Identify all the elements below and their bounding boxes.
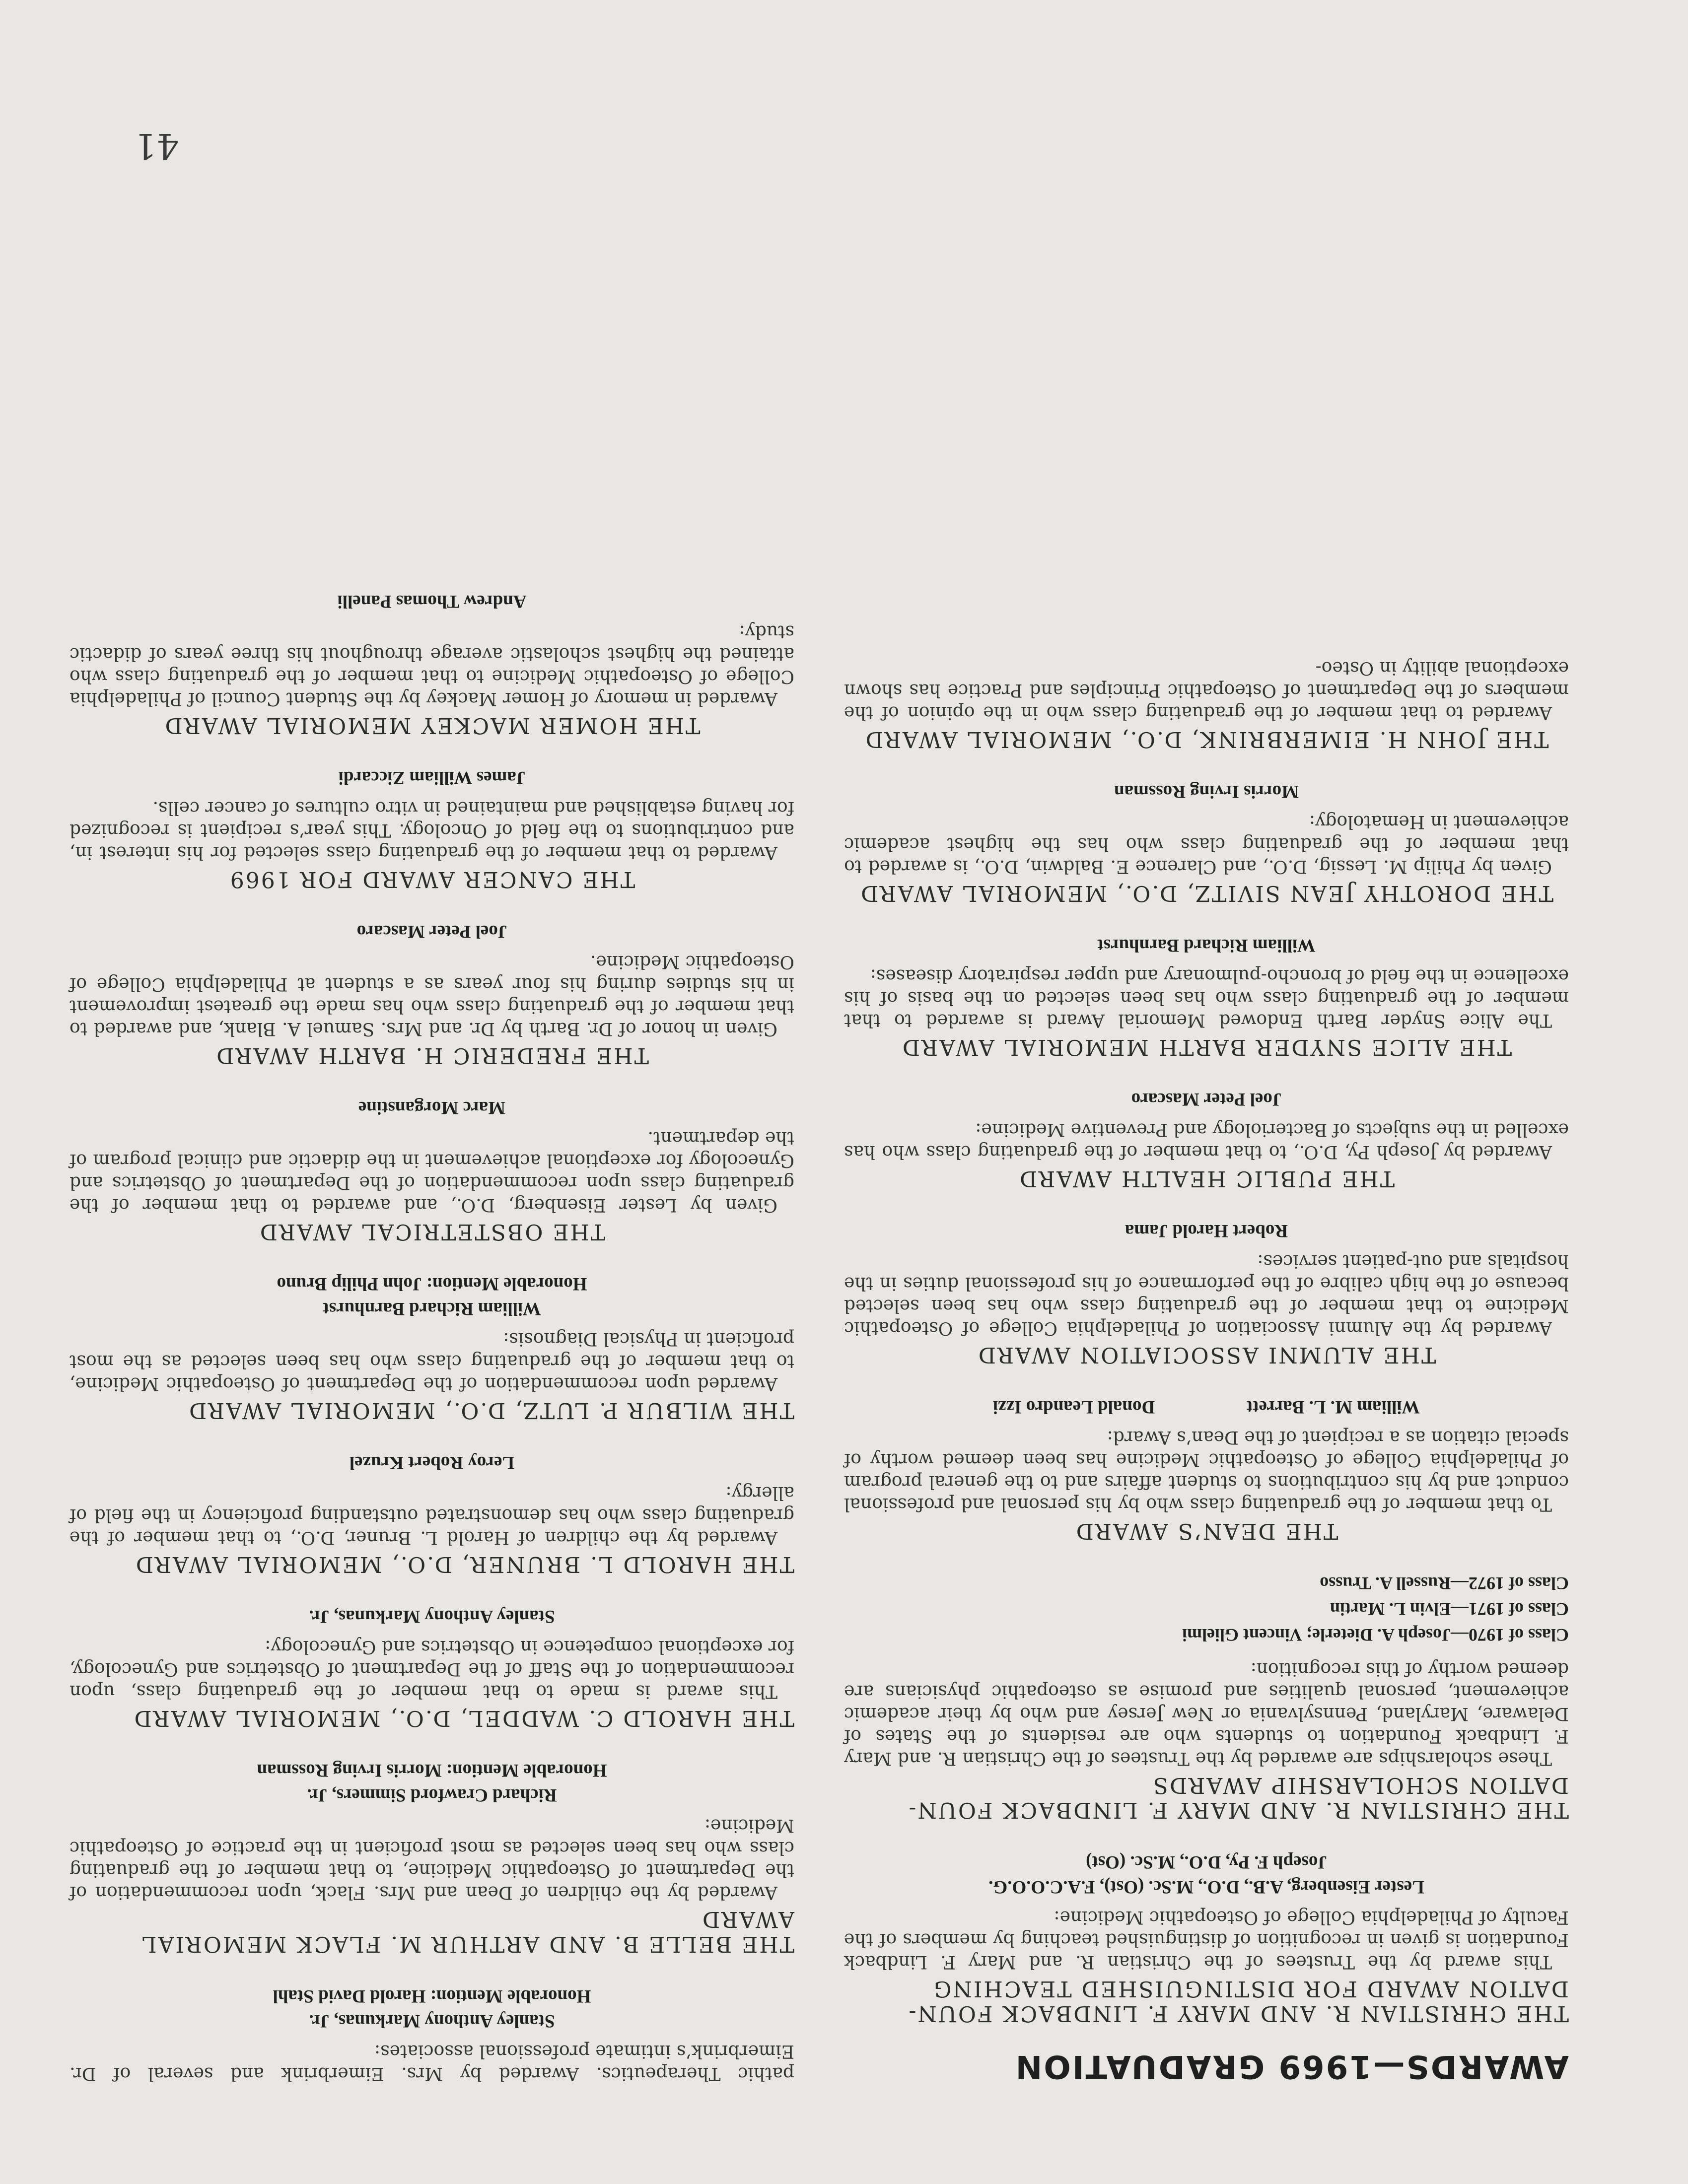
recipient: James William Ziccardi (338, 767, 526, 788)
award-title: THE PUBLIC HEALTH AWARD (1018, 1166, 1395, 1191)
left-column (844, 629, 1569, 2085)
recipient-list (70, 589, 794, 614)
award-title: THE DEAN’S AWARD (1074, 1518, 1338, 1544)
award-deans (844, 1394, 1569, 1543)
award-title: THE ALUMNI ASSOCIATION AWARD (977, 1342, 1436, 1367)
award-description: Given by Philip M. Lessig, D.O., and Clarence E. Baldwin, D.O., is awarded to that member of the graduating class who has the highest academic achievement in Hematology: (844, 812, 1569, 877)
honorable-mention: Honorable Mention: Morris Irving Rossman (257, 1760, 607, 1780)
recipient-row (993, 1394, 1420, 1419)
page-number: 41 (134, 126, 179, 166)
award-title: THE JOHN H. EIMERBRINK, D.O., MEMORIAL AWARD (864, 727, 1549, 752)
award-obstetrical (70, 1095, 794, 1244)
recipient: Joseph F. Py, D.O., M.Sc. (Ost) (1086, 1852, 1327, 1872)
recipient-list (70, 765, 794, 790)
award-description: Awarded by the Alumni Association of Philadelphia College of Osteopathic Medicine to that member of the graduating class who has been selected because of the high calibre of the performance of his professional duties in the hospitals and out-patient services: (844, 1251, 1569, 1338)
class-line: Class of 1972—Russell A. Trusso (1320, 1573, 1569, 1593)
award-title: THE OBSTETRICAL AWARD (258, 1219, 606, 1244)
recipient: William Richard Barnhurst (323, 1298, 541, 1319)
page-title: AWARDS—1969 GRADUATION (1014, 2048, 1569, 2085)
recipient: Stanley Anthony Markunas, Jr. (309, 2011, 555, 2031)
award-lindback-scholarship (844, 1570, 1569, 1822)
award-cancer (70, 765, 794, 891)
award-waddel (70, 1604, 794, 1730)
award-public-health (844, 1087, 1569, 1191)
award-sivitz (844, 779, 1569, 905)
award-title: THE HAROLD L. BRUNER, D.O., MEMORIAL AWARD (134, 1552, 794, 1577)
recipient-list (70, 1095, 794, 1120)
award-title: THE FREDERIC H. BARTH AWARD (215, 1043, 649, 1068)
recipient: Joel Peter Mascaro (1131, 1089, 1282, 1109)
award-description: To that member of the graduating class who by his personal and professional conduct and by his contributions to student affairs and to the general program of Philadelphia College of Osteopathic Medicine has been deemed worthy of special citation as a recipient of the Dean’s Award: (844, 1427, 1569, 1514)
award-title: THE WILBUR P. LUTZ, D.O., MEMORIAL AWARD (188, 1398, 794, 1423)
award-description: pathic Therapeutics. Awarded by Mrs. Eimerbrink and several of Dr. Eimerbrink’s intimate professional associates: (70, 2041, 794, 2084)
recipient: William Richard Barnhurst (1097, 935, 1316, 956)
class-line: Class of 1970—Joseph A. Dieterle; Vincent Glielmi (1182, 1625, 1569, 1645)
recipient-list (844, 933, 1569, 957)
recipient-list (70, 1450, 794, 1475)
award-title: THE CANCER AWARD FOR 1969 (228, 867, 635, 892)
honorable-mention: Honorable Mention: Harold David Stahl (273, 1986, 591, 2006)
award-mackey (70, 589, 794, 738)
recipient: Stanley Anthony Markunas, Jr. (309, 1606, 555, 1627)
award-title: THE CHRISTIAN R. AND MARY F. LINDBACK FOUN-DATION SCHOLARSHIP AWARDS (907, 1773, 1569, 1823)
award-alumni (844, 1218, 1569, 1367)
award-description: Awarded in memory of Homer Mackey by the Student Council of Philadelphia College of Osteopathic Medicine to that member of the graduating class who attained the highest scholastic average throughout his three years of didactic study: (70, 621, 794, 709)
recipient-list (844, 779, 1569, 804)
award-description: Awarded to that member of the graduating class who in the opinion of the members of the Department of Osteopathic Principles and Practice has shown exceptional ability in Osteo- (844, 658, 1569, 723)
recipient-list (844, 1087, 1569, 1111)
award-description: The Alice Snyder Barth Endowed Memorial Award is awarded to that member of the graduating class who has been selected on the basis of his excellence in the field of broncho-pulmonary and upper respiratory diseases: (844, 965, 1569, 1030)
recipient-list (844, 1849, 1569, 1899)
award-description: Awarded upon recommendation of the Department of Osteopathic Medicine, to that member of the graduating class who has been selected as the most proficient in Physical Diagnosis: (70, 1329, 794, 1394)
award-description: Given in honor of Dr. Barth by Dr. and Mrs. Samuel A. Blank, and awarded to that member of the graduating class who has made the greatest improvement in his studies during his four years as a student at Philadelphia College of Osteopathic Medicine. (70, 952, 794, 1039)
right-column (70, 561, 794, 2085)
award-description: Awarded by the children of Harold L. Bruner, D.O., to that member of the graduating class who has demonstrated outstanding proficiency in the field of allergy: (70, 1483, 794, 1548)
recipient: Richard Crawford Simmers, Jr. (307, 1785, 557, 1805)
award-title: THE ALICE SNYDER BARTH MEMORIAL AWARD (901, 1034, 1512, 1060)
recipient: Andrew Thomas Panelli (337, 591, 527, 612)
recipient: William M. L. Barrett (1246, 1397, 1420, 1417)
recipient: Leroy Robert Kruzel (349, 1452, 515, 1473)
recipient: Joel Peter Mascaro (356, 921, 507, 942)
recipient: Robert Harold Jama (1125, 1221, 1288, 1241)
recipient-list (70, 1758, 794, 1807)
award-flack (70, 1758, 794, 1956)
award-description: These scholarships are awarded by the Trustees of the Christian R. and Mary F. Lindback Foundation to students who are residents of the States of Delaware, Maryland, Pennsylvania or New Jersey and who by their academic achievement, personal qualities and promise as osteopathic physicians are deemed worthy of this recognition: (844, 1659, 1569, 1769)
recipient-list (844, 1218, 1569, 1243)
recipient-list (70, 919, 794, 944)
award-title: THE CHRISTIAN R. AND MARY F. LINDBACK FOUN-DATION AWARD FOR DISTINGUISHED TEACHING (907, 1976, 1569, 2026)
award-description: Awarded to that member of the graduating class selected for his interest in, and contributions to the field of Oncology. This year’s recipient is recognized for having established and maintained in vitro cultures of cancer cells. (70, 798, 794, 863)
scholarship-class-list (844, 1570, 1569, 1648)
recipient: Morris Irving Rossman (1114, 781, 1299, 802)
recipient-list (70, 1983, 794, 2033)
recipient: Marc Morganstine (358, 1097, 506, 1118)
recipient-list (70, 1271, 794, 1321)
award-lutz (70, 1271, 794, 1423)
award-description: Given by Lester Eisenberg, D.O., and awarded to that member of the graduating class upon recommendation of the Department of Obstetrics and Gynecology for exceptional achievement in the didactic and clinical program of the department. (70, 1128, 794, 1215)
award-barth-memorial (844, 933, 1569, 1059)
recipient: Donald Leandro Izzi (993, 1397, 1155, 1417)
class-line: Class of 1971—Elvin L. Martin (1330, 1599, 1569, 1619)
award-description: Awarded by the children of Dean and Mrs. Flack, upon recommendation of the Department of Osteopathic Medicine, to that member of the graduating class who has been selected as most proficient in the practice of Osteopathic Medicine: (70, 1815, 794, 1903)
award-title: THE DOROTHY JEAN SIVITZ, D.O., MEMORIAL AWARD (859, 881, 1554, 906)
award-description: This award by the Trustees of the Christian R. and Mary F. Lindback Foundation is given in recognition of distinguished teaching by members of the Faculty of Philadelphia College of Osteopathic Medicine: (844, 1907, 1569, 1972)
award-frederic-barth (70, 919, 794, 1068)
recipient-list (70, 1604, 794, 1629)
award-eimerbrink-continued (70, 1983, 794, 2085)
award-description: This award is made to that member of the graduating class, upon recommendation of the Staff of the Department of Obstetrics and Gynecology, for exceptional competence in Obstetrics and Gynecology: (70, 1637, 794, 1702)
award-bruner (70, 1450, 794, 1576)
recipient: Lester Eisenberg, A.B., D.O., M.Sc. (Ost), F.A.C.O.O.G. (988, 1877, 1424, 1897)
honorable-mention: Honorable Mention: John Philip Bruno (277, 1274, 587, 1294)
award-lindback-teaching (844, 1849, 1569, 2026)
award-description: Awarded by Joseph Py, D.O., to that member of the graduating class who has excelled in the subjects of Bacteriology and Preventive Medicine: (844, 1119, 1569, 1162)
award-title: THE BELLE B. AND ARTHUR M. FLACK MEMORIAL AWARD (141, 1907, 794, 1957)
award-title: THE HAROLD C. WADDEL, D.O., MEMORIAL AWARD (133, 1706, 794, 1731)
award-title: THE HOMER MACKEY MEMORIAL AWARD (163, 713, 701, 738)
award-eimerbrink (844, 657, 1569, 751)
